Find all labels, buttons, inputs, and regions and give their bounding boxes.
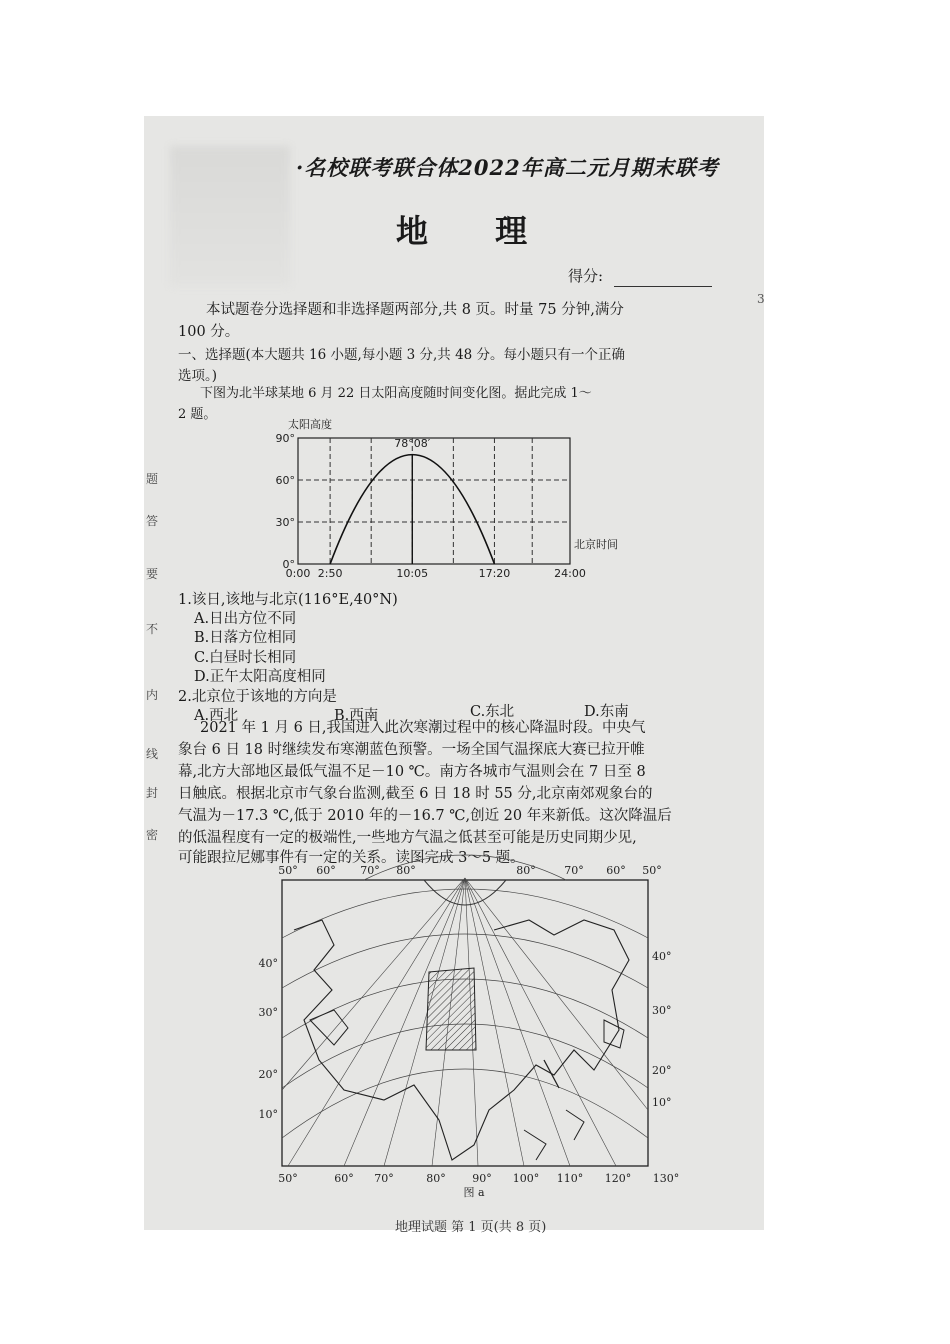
map-bottom-label: 60° [334,1172,354,1185]
map-top-label: 80° [516,864,536,877]
x-tick-label: 0:00 [285,567,311,580]
option[interactable]: D.东南 [584,704,629,720]
passage-line: 日触底。根据北京市气象台监测,截至 6 日 18 时 55 分,北京南郊观象台的 [178,786,653,802]
option[interactable]: B.日落方位相同 [194,630,297,646]
passage-line: 下图为北半球某地 6 月 22 日太阳高度随时间变化图。据此完成 1～ [200,386,592,401]
intro-line: 本试题卷分选择题和非选择题两部分,共 8 页。时量 75 分钟,满分 [206,302,624,318]
map-top-label: 50° [278,864,298,877]
map-top-label: 80° [396,864,416,877]
passage-line: 2021 年 1 月 6 日,我国进入此次寒潮过程中的核心降温时段。中央气 [200,720,646,736]
map-bottom-label: 90° [472,1172,492,1185]
exam-title: ·名校联考联合体2022年高二元月期末联考 [296,155,719,180]
map-left-label: 30° [258,1006,278,1019]
binding-char: 不 [146,622,159,636]
map-top-label: 60° [316,864,336,877]
map-bottom-label: 50° [278,1172,298,1185]
question-stem: 1.该日,该地与北京(116°E,40°N) [178,592,398,608]
sun-altitude-chart [270,414,640,584]
y-tick-label: 90° [275,432,295,445]
map-top-label: 50° [642,864,662,877]
page-footer: 地理试题 第 1 页(共 8 页) [395,1220,547,1235]
map-figure-a [258,860,686,1200]
x-tick-label: 2:50 [317,567,343,580]
option[interactable]: C.白昼时长相同 [194,650,297,666]
blurred-region [170,146,290,286]
map-bottom-label: 80° [426,1172,446,1185]
map-caption: 图 a [463,1186,485,1199]
map-bottom-label: 110° [556,1172,584,1185]
option[interactable]: D.正午太阳高度相同 [194,669,326,685]
map-left-label: 40° [258,957,278,970]
map-right-label: 20° [652,1064,672,1077]
score-label: 得分: [568,267,604,285]
peak-label: 78°08′ [394,437,431,450]
y-axis-label: 太阳高度 [288,418,332,431]
y-tick-label: 60° [275,474,295,487]
intro-line: 100 分。 [178,324,240,340]
passage-line: 幕,北方大部地区最低气温不足－10 ℃。南方各城市气温则会在 7 日至 8 [178,764,646,780]
map-right-label: 30° [652,1004,672,1017]
option[interactable]: C.东北 [470,704,515,720]
option[interactable]: A.日出方位不同 [194,611,297,627]
binding-char: 答 [146,514,159,528]
y-tick-label: 0° [282,558,295,571]
edge-mark: 3 [757,292,765,306]
map-top-label: 70° [564,864,584,877]
binding-char: 封 [146,786,159,800]
x-tick-label: 24:00 [554,567,586,580]
binding-char: 内 [146,688,159,702]
map-top-label: 70° [360,864,380,877]
passage-line: 可能跟拉尼娜事件有一定的关系。读图完成 3～5 题。 [178,850,525,866]
passage-line: 气温为－17.3 ℃,低于 2010 年的－16.7 ℃,创近 20 年来新低。这次降温后 [178,808,672,824]
passage-line: 象台 6 日 18 时继续发布寒潮蓝色预警。一场全国气温探底大赛已拉开帷 [178,742,645,758]
map-left-label: 20° [258,1068,278,1081]
score-blank[interactable] [614,286,712,287]
passage-line: 2 题。 [178,407,217,422]
map-left-label: 10° [258,1108,278,1121]
map-right-label: 40° [652,950,672,963]
subject-title: 地 理 [396,212,556,250]
binding-char: 线 [146,747,159,761]
map-bottom-label: 70° [374,1172,394,1185]
map-right-label: 10° [652,1096,672,1109]
x-tick-label: 10:05 [396,567,429,580]
passage-line: 的低温程度有一定的极端性,一些地方气温之低甚至可能是历史同期少见, [178,830,637,846]
map-bottom-label: 120° [604,1172,632,1185]
binding-char: 要 [146,567,159,581]
hatched-region [426,968,476,1050]
binding-char: 密 [146,828,159,842]
map-top-label: 60° [606,864,626,877]
x-tick-label: 17:20 [478,567,511,580]
chart-frame [298,438,570,564]
y-tick-label: 30° [275,516,295,529]
map-bottom-label: 130° [652,1172,680,1185]
option[interactable]: A.西北 [194,708,239,724]
binding-char: 题 [146,472,159,486]
section-heading: 选项。) [178,368,218,384]
map-bottom-label: 100° [512,1172,540,1185]
section-heading: 一、选择题(本大题共 16 小题,每小题 3 分,共 48 分。每小题只有一个正确 [178,347,626,363]
question-stem: 2.北京位于该地的方向是 [178,689,337,705]
x-axis-label: 北京时间 [574,538,618,551]
option[interactable]: B.西南 [334,708,379,724]
